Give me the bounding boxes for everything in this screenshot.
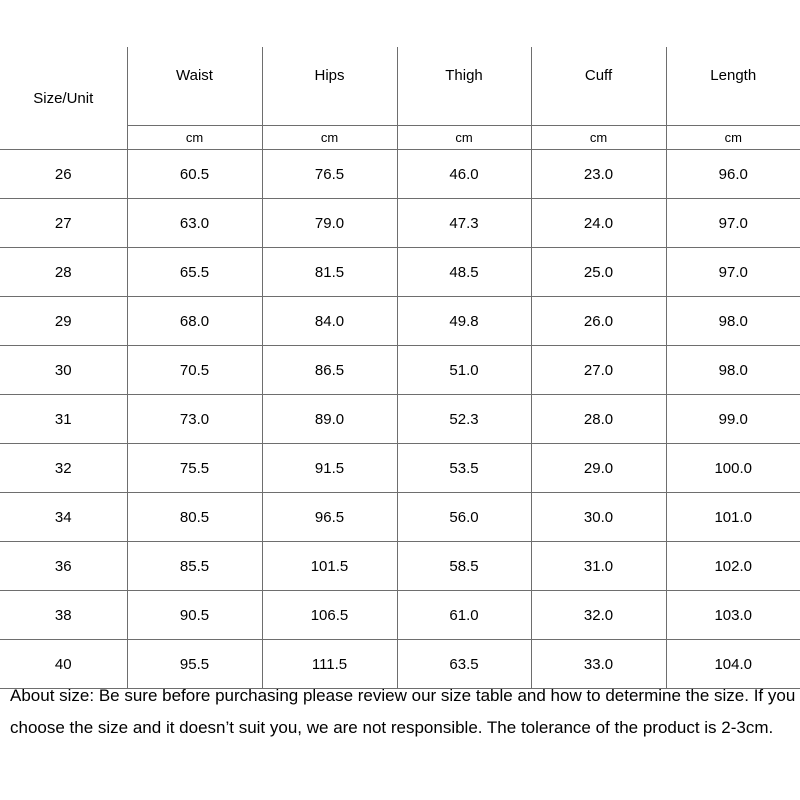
cell-hips: 101.5 — [262, 542, 397, 591]
table-row — [0, 395, 800, 444]
unit-cell-cuff: cm — [531, 126, 666, 150]
table-row — [0, 591, 800, 640]
cell-size: 26 — [0, 150, 127, 199]
table-row — [0, 542, 800, 591]
cell-cuff: 31.0 — [531, 542, 666, 591]
cell-thigh: 61.0 — [397, 591, 531, 640]
cell-cuff: 24.0 — [531, 199, 666, 248]
cell-hips: 86.5 — [262, 346, 397, 395]
table-row — [0, 346, 800, 395]
cell-size: 28 — [0, 248, 127, 297]
cell-waist: 70.5 — [127, 346, 262, 395]
size-chart-table — [0, 47, 800, 689]
cell-waist: 80.5 — [127, 493, 262, 542]
cell-length: 101.0 — [666, 493, 800, 542]
cell-cuff: 27.0 — [531, 346, 666, 395]
cell-hips: 111.5 — [262, 640, 397, 689]
cell-size: 36 — [0, 542, 127, 591]
column-header-waist: Waist — [127, 47, 262, 126]
header-row — [0, 47, 800, 126]
cell-size: 29 — [0, 297, 127, 346]
cell-thigh: 53.5 — [397, 444, 531, 493]
cell-hips: 89.0 — [262, 395, 397, 444]
cell-waist: 73.0 — [127, 395, 262, 444]
cell-length: 102.0 — [666, 542, 800, 591]
column-header-thigh: Thigh — [397, 47, 531, 126]
cell-size: 27 — [0, 199, 127, 248]
cell-cuff: 26.0 — [531, 297, 666, 346]
cell-cuff: 25.0 — [531, 248, 666, 297]
cell-waist: 60.5 — [127, 150, 262, 199]
cell-thigh: 49.8 — [397, 297, 531, 346]
cell-hips: 84.0 — [262, 297, 397, 346]
cell-waist: 68.0 — [127, 297, 262, 346]
cell-hips: 106.5 — [262, 591, 397, 640]
cell-thigh: 56.0 — [397, 493, 531, 542]
cell-thigh: 58.5 — [397, 542, 531, 591]
cell-thigh: 48.5 — [397, 248, 531, 297]
cell-thigh: 63.5 — [397, 640, 531, 689]
cell-length: 97.0 — [666, 199, 800, 248]
cell-size: 40 — [0, 640, 127, 689]
cell-size: 38 — [0, 591, 127, 640]
unit-cell-thigh: cm — [397, 126, 531, 150]
table-row — [0, 199, 800, 248]
cell-thigh: 51.0 — [397, 346, 531, 395]
cell-cuff: 30.0 — [531, 493, 666, 542]
unit-cell-hips: cm — [262, 126, 397, 150]
cell-size: 32 — [0, 444, 127, 493]
cell-waist: 95.5 — [127, 640, 262, 689]
cell-length: 98.0 — [666, 297, 800, 346]
table-row — [0, 297, 800, 346]
size-unit-header: Size/Unit — [0, 47, 127, 150]
table-row — [0, 444, 800, 493]
unit-cell-waist: cm — [127, 126, 262, 150]
cell-cuff: 32.0 — [531, 591, 666, 640]
cell-length: 104.0 — [666, 640, 800, 689]
cell-cuff: 23.0 — [531, 150, 666, 199]
cell-hips: 91.5 — [262, 444, 397, 493]
cell-size: 30 — [0, 346, 127, 395]
cell-waist: 63.0 — [127, 199, 262, 248]
cell-thigh: 46.0 — [397, 150, 531, 199]
cell-size: 31 — [0, 395, 127, 444]
cell-length: 103.0 — [666, 591, 800, 640]
cell-length: 97.0 — [666, 248, 800, 297]
cell-length: 100.0 — [666, 444, 800, 493]
cell-hips: 76.5 — [262, 150, 397, 199]
table-row — [0, 493, 800, 542]
cell-cuff: 28.0 — [531, 395, 666, 444]
cell-waist: 85.5 — [127, 542, 262, 591]
unit-cell-length: cm — [666, 126, 800, 150]
cell-length: 99.0 — [666, 395, 800, 444]
cell-hips: 96.5 — [262, 493, 397, 542]
cell-waist: 90.5 — [127, 591, 262, 640]
cell-waist: 65.5 — [127, 248, 262, 297]
cell-length: 98.0 — [666, 346, 800, 395]
cell-size: 34 — [0, 493, 127, 542]
cell-cuff: 29.0 — [531, 444, 666, 493]
cell-hips: 81.5 — [262, 248, 397, 297]
cell-thigh: 47.3 — [397, 199, 531, 248]
size-disclaimer-note: About size: Be sure before purchasing please review our size table and how to determine the size. If you choose the size and it doesn’t suit you, we are not responsible. The tolerance of the product is 2-3cm. — [10, 686, 796, 737]
cell-cuff: 33.0 — [531, 640, 666, 689]
column-header-length: Length — [666, 47, 800, 126]
cell-waist: 75.5 — [127, 444, 262, 493]
cell-hips: 79.0 — [262, 199, 397, 248]
cell-thigh: 52.3 — [397, 395, 531, 444]
column-header-cuff: Cuff — [531, 47, 666, 126]
table-row — [0, 150, 800, 199]
column-header-hips: Hips — [262, 47, 397, 126]
table-row — [0, 248, 800, 297]
cell-length: 96.0 — [666, 150, 800, 199]
